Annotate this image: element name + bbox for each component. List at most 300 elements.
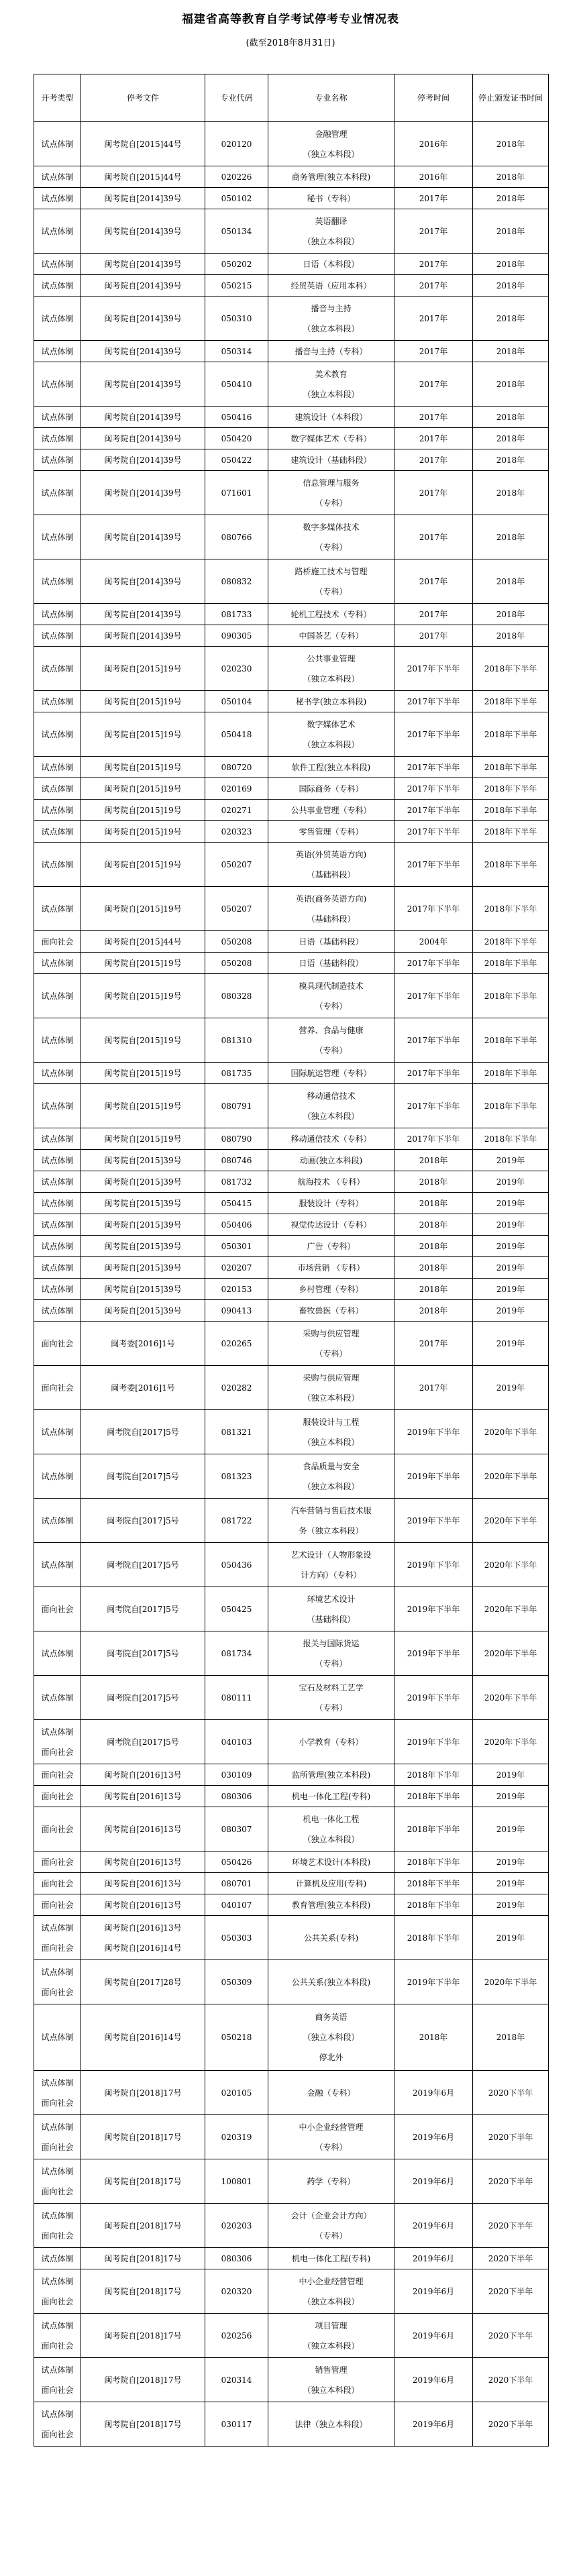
cell-major-name: [268, 843, 394, 887]
cell-stop-time: 2019年下半年: [394, 1587, 473, 1631]
cell-stop-document: 闽考院自[2018]17号: [81, 2402, 205, 2447]
cell-major-name: [268, 2314, 394, 2358]
cell-major-name: [268, 2204, 394, 2248]
cell-cert-stop-time: 2018年: [473, 604, 549, 625]
cell-stop-time: 2018年: [394, 1236, 473, 1257]
cell-line: 面向社会: [41, 2429, 74, 2439]
suspended-majors-table: [34, 74, 549, 2447]
cell-stop-document: 闽考院自[2015]39号: [81, 1214, 205, 1236]
cell-cert-stop-time: 2019年: [473, 1916, 549, 1960]
table-row: [34, 2358, 549, 2402]
cell-major-code: 050215: [205, 275, 268, 297]
cell-major-name: 环境艺术设计(本科段): [268, 1851, 394, 1873]
cell-major-code: 050207: [205, 843, 268, 887]
cell-major-name: 广告（专科）: [268, 1236, 394, 1257]
cell-major-name: 轮机工程技术（专科）: [268, 604, 394, 625]
cell-line: 试点体制: [41, 2122, 74, 2132]
table-row: [34, 647, 549, 691]
cell-stop-time: 2016年: [394, 166, 473, 188]
cell-cert-stop-time: 2019年: [473, 1236, 549, 1257]
table-row: [34, 2071, 549, 2115]
cell-line: 美术教育: [315, 369, 348, 379]
cell-major-code: 080720: [205, 757, 268, 778]
cell-major-name: 日语（本科段）: [268, 254, 394, 275]
cell-major-name: 教育管理(独立本科段): [268, 1894, 394, 1916]
cell-major-name: 建筑设计（基础科段）: [268, 449, 394, 471]
cell-stop-time: 2017年: [394, 275, 473, 297]
cell-major-name: 建筑设计（本科段）: [268, 407, 394, 428]
table-row: [34, 778, 549, 800]
cell-major-code: 050202: [205, 254, 268, 275]
table-row: [34, 1018, 549, 1063]
cell-stop-document: 闽考院自[2017]5号: [81, 1543, 205, 1587]
cell-exam-type: 试点体制: [34, 2248, 81, 2269]
cell-stop-document: 闽考院自[2016]13号: [81, 1807, 205, 1851]
cell-major-code: 050207: [205, 887, 268, 931]
cell-major-code: 050102: [205, 188, 268, 209]
cell-exam-type: [34, 2358, 81, 2402]
cell-exam-type: 试点体制: [34, 843, 81, 887]
cell-line: （独立本科段）: [303, 323, 360, 333]
cell-major-code: 081733: [205, 604, 268, 625]
cell-exam-type: 试点体制: [34, 1063, 81, 1084]
table-row: [34, 1894, 549, 1916]
cell-stop-document: 闽考院自[2015]44号: [81, 166, 205, 188]
cell-line: 面向社会: [41, 2231, 74, 2241]
cell-major-name: 公共关系(专科): [268, 1916, 394, 1960]
cell-exam-type: 试点体制: [34, 209, 81, 254]
cell-cert-stop-time: 2020年下半年: [473, 1543, 549, 1587]
table-row: [34, 1499, 549, 1543]
cell-stop-document: 闽考院自[2014]39号: [81, 604, 205, 625]
cell-major-code: 081722: [205, 1499, 268, 1543]
cell-stop-time: 2018年: [394, 1150, 473, 1171]
cell-major-code: 050314: [205, 341, 268, 362]
cell-stop-time: 2017年下半年: [394, 887, 473, 931]
cell-exam-type: 试点体制: [34, 1171, 81, 1193]
cell-stop-time: 2017年下半年: [394, 757, 473, 778]
cell-major-code: 050420: [205, 428, 268, 449]
cell-major-code: 071601: [205, 471, 268, 515]
cell-cert-stop-time: 2018年: [473, 275, 549, 297]
cell-exam-type: 试点体制: [34, 188, 81, 209]
cell-line: 面向社会: [41, 1987, 74, 1997]
cell-major-code: 030109: [205, 1764, 268, 1786]
cell-exam-type: 试点体制: [34, 297, 81, 341]
cell-cert-stop-time: 2018年: [473, 122, 549, 166]
cell-exam-type: 试点体制: [34, 1236, 81, 1257]
cell-stop-document: 闽考院自[2017]5号: [81, 1631, 205, 1676]
cell-line: 面向社会: [41, 1943, 74, 1953]
cell-major-code: 020265: [205, 1322, 268, 1366]
cell-stop-time: 2017年: [394, 254, 473, 275]
cell-major-name: [268, 1499, 394, 1543]
cell-line: 路桥施工技术与管理: [295, 566, 368, 576]
cell-stop-time: 2017年: [394, 559, 473, 604]
cell-stop-time: 2019年下半年: [394, 1720, 473, 1764]
cell-line: 试点体制: [41, 2166, 74, 2176]
cell-major-code: 081734: [205, 1631, 268, 1676]
table-row: [34, 1366, 549, 1410]
cell-stop-time: 2018年: [394, 1214, 473, 1236]
cell-major-code: 020226: [205, 166, 268, 188]
cell-line: 计方向）（专科）: [301, 1570, 362, 1580]
cell-line: 食品质量与安全: [303, 1461, 360, 1471]
cell-stop-time: 2019年6月: [394, 2071, 473, 2115]
cell-cert-stop-time: 2019年: [473, 1214, 549, 1236]
cell-cert-stop-time: 2018年: [473, 362, 549, 407]
table-row: [34, 1960, 549, 2004]
cell-cert-stop-time: 2020年下半年: [473, 1454, 549, 1499]
cell-major-code: 050415: [205, 1193, 268, 1214]
table-row: [34, 1236, 549, 1257]
cell-stop-document: 闽考院自[2015]39号: [81, 1300, 205, 1322]
col-header-major-code: 专业代码: [205, 74, 268, 122]
cell-major-code: 050104: [205, 691, 268, 712]
cell-stop-document: 闽考院自[2015]19号: [81, 778, 205, 800]
cell-line: （独立本科段）: [303, 149, 360, 159]
cell-major-name: [268, 209, 394, 254]
cell-exam-type: 试点体制: [34, 1499, 81, 1543]
table-row: [34, 2248, 549, 2269]
cell-major-code: 080328: [205, 974, 268, 1018]
cell-exam-type: 面向社会: [34, 1764, 81, 1786]
cell-line: 信息管理与服务: [303, 478, 360, 488]
cell-line: 报关与国际货运: [303, 1638, 360, 1648]
cell-line: 闽考院自[2016]13号: [104, 1923, 182, 1933]
table-row: [34, 515, 549, 559]
cell-stop-time: 2018年下半年: [394, 1786, 473, 1807]
cell-major-name: [268, 515, 394, 559]
cell-exam-type: 试点体制: [34, 1150, 81, 1171]
cell-exam-type: 试点体制: [34, 2004, 81, 2071]
cell-cert-stop-time: 2019年: [473, 1150, 549, 1171]
cell-stop-time: 2019年下半年: [394, 1499, 473, 1543]
cell-exam-type: 试点体制: [34, 1257, 81, 1279]
table-row: [34, 604, 549, 625]
cell-major-name: [268, 122, 394, 166]
cell-stop-time: 2017年: [394, 1322, 473, 1366]
cell-cert-stop-time: 2020下半年: [473, 2358, 549, 2402]
table-row: [34, 931, 549, 953]
table-row: [34, 407, 549, 428]
cell-stop-document: 闽考院自[2015]39号: [81, 1257, 205, 1279]
cell-cert-stop-time: 2020年下半年: [473, 1960, 549, 2004]
cell-stop-document: 闽考院自[2016]13号: [81, 1851, 205, 1873]
cell-major-name: [268, 2269, 394, 2314]
cell-cert-stop-time: 2018年: [473, 428, 549, 449]
cell-cert-stop-time: 2020下半年: [473, 2314, 549, 2358]
table-row: [34, 1300, 549, 1322]
cell-cert-stop-time: 2018年下半年: [473, 1084, 549, 1128]
cell-stop-time: 2017年下半年: [394, 974, 473, 1018]
cell-stop-time: 2017年下半年: [394, 843, 473, 887]
cell-stop-document: 闽考院自[2017]5号: [81, 1676, 205, 1720]
cell-stop-document: 闽考院自[2018]17号: [81, 2159, 205, 2204]
cell-line: （专科）: [315, 2231, 348, 2241]
cell-stop-document: 闽考院自[2014]39号: [81, 188, 205, 209]
cell-stop-time: 2017年下半年: [394, 821, 473, 843]
cell-line: 模具现代制造技术: [299, 981, 364, 991]
table-row: [34, 1150, 549, 1171]
cell-major-name: 移动通信技术（专科）: [268, 1128, 394, 1150]
cell-cert-stop-time: 2020年下半年: [473, 1720, 549, 1764]
cell-exam-type: 试点体制: [34, 122, 81, 166]
cell-major-code: 050406: [205, 1214, 268, 1236]
cell-cert-stop-time: 2019年: [473, 1366, 549, 1410]
cell-cert-stop-time: 2020年下半年: [473, 1631, 549, 1676]
cell-exam-type: 试点体制: [34, 757, 81, 778]
cell-exam-type: [34, 1720, 81, 1764]
cell-stop-document: 闽考院自[2018]17号: [81, 2115, 205, 2159]
cell-stop-time: 2017年下半年: [394, 647, 473, 691]
cell-cert-stop-time: 2018年: [473, 341, 549, 362]
cell-exam-type: 试点体制: [34, 559, 81, 604]
table-row: [34, 1214, 549, 1236]
cell-cert-stop-time: 2019年: [473, 1171, 549, 1193]
cell-exam-type: 试点体制: [34, 1084, 81, 1128]
cell-major-name: [268, 1366, 394, 1410]
cell-stop-document: 闽考院自[2014]39号: [81, 515, 205, 559]
cell-stop-document: 闽考院自[2014]39号: [81, 341, 205, 362]
cell-stop-time: 2019年6月: [394, 2204, 473, 2248]
cell-stop-document: 闽考院自[2015]39号: [81, 1279, 205, 1300]
cell-stop-time: 2019年6月: [394, 2314, 473, 2358]
cell-cert-stop-time: 2018年下半年: [473, 974, 549, 1018]
cell-major-code: 020323: [205, 821, 268, 843]
cell-major-name: 日语（基础科段）: [268, 931, 394, 953]
cell-stop-document: 闽考院自[2016]13号: [81, 1873, 205, 1894]
cell-exam-type: 试点体制: [34, 1279, 81, 1300]
cell-major-name: 金融（专科）: [268, 2071, 394, 2115]
cell-major-code: 020282: [205, 1366, 268, 1410]
cell-cert-stop-time: 2019年: [473, 1894, 549, 1916]
cell-line: 汽车营销与售后技术服: [290, 1505, 372, 1515]
cell-stop-document: 闽考院自[2017]5号: [81, 1720, 205, 1764]
cell-major-code: 090413: [205, 1300, 268, 1322]
cell-line: 公共事业管理: [307, 653, 356, 663]
cell-line: 面向社会: [41, 2186, 74, 2196]
cell-exam-type: 试点体制: [34, 691, 81, 712]
cell-line: 面向社会: [41, 2296, 74, 2306]
cell-cert-stop-time: 2019年: [473, 1300, 549, 1322]
cell-major-code: 081323: [205, 1454, 268, 1499]
cell-line: 停北外: [319, 2053, 344, 2062]
cell-major-name: [268, 559, 394, 604]
cell-cert-stop-time: 2018年下半年: [473, 843, 549, 887]
cell-line: 面向社会: [41, 2098, 74, 2108]
cell-stop-document: 闽考院自[2017]28号: [81, 1960, 205, 2004]
table-row: [34, 2402, 549, 2447]
cell-major-code: 080306: [205, 2248, 268, 2269]
table-row: [34, 1786, 549, 1807]
cell-exam-type: 面向社会: [34, 1366, 81, 1410]
cell-stop-document: 闽考院自[2016]14号: [81, 2004, 205, 2071]
cell-stop-document: 闽考院自[2015]19号: [81, 1084, 205, 1128]
cell-line: （基础科段）: [307, 869, 356, 879]
cell-stop-document: 闽考院自[2015]19号: [81, 887, 205, 931]
cell-stop-document: 闽考院自[2014]39号: [81, 471, 205, 515]
cell-major-name: [268, 1410, 394, 1454]
cell-stop-time: 2019年6月: [394, 2159, 473, 2204]
table-row: [34, 362, 549, 407]
table-row: [34, 1676, 549, 1720]
cell-line: 艺术设计（人物形象设: [290, 1550, 372, 1560]
cell-line: 销售管理: [315, 2365, 348, 2375]
cell-line: 英语翻译: [315, 216, 348, 226]
cell-exam-type: 试点体制: [34, 449, 81, 471]
cell-cert-stop-time: 2018年下半年: [473, 647, 549, 691]
cell-line: （专科）: [315, 542, 348, 552]
cell-stop-time: 2019年6月: [394, 2269, 473, 2314]
cell-exam-type: 试点体制: [34, 1454, 81, 1499]
cell-stop-document: 闽考院自[2015]39号: [81, 1236, 205, 1257]
cell-exam-type: [34, 2402, 81, 2447]
table-row: [34, 209, 549, 254]
cell-major-name: [268, 1454, 394, 1499]
cell-cert-stop-time: 2018年下半年: [473, 712, 549, 757]
cell-major-code: 080701: [205, 1873, 268, 1894]
cell-stop-document: 闽考院自[2016]13号: [81, 1786, 205, 1807]
cell-major-name: 动画(独立本科段): [268, 1150, 394, 1171]
cell-major-code: 080766: [205, 515, 268, 559]
cell-stop-document: 闽考院自[2014]39号: [81, 407, 205, 428]
cell-major-name: 市场营销 （专科）: [268, 1257, 394, 1279]
cell-stop-time: 2017年: [394, 604, 473, 625]
cell-line: （基础科段）: [307, 1614, 356, 1624]
cell-cert-stop-time: 2018年: [473, 166, 549, 188]
cell-stop-time: 2019年下半年: [394, 1676, 473, 1720]
cell-stop-time: 2017年下半年: [394, 1084, 473, 1128]
cell-stop-document: 闽考院自[2017]5号: [81, 1499, 205, 1543]
cell-line: 试点体制: [41, 2078, 74, 2088]
cell-exam-type: [34, 2204, 81, 2248]
cell-major-code: 040103: [205, 1720, 268, 1764]
table-row: [34, 1454, 549, 1499]
cell-stop-document: 闽考院自[2015]19号: [81, 843, 205, 887]
table-row: [34, 2204, 549, 2248]
cell-cert-stop-time: 2019年: [473, 1786, 549, 1807]
cell-major-code: 020169: [205, 778, 268, 800]
col-header-cert-stop-time: 停止颁发证书时间: [473, 74, 549, 122]
cell-line: 务（独立本科段）: [299, 1525, 364, 1536]
cell-major-name: 小学教育（专科）: [268, 1720, 394, 1764]
cell-major-name: 机电一体化工程(专科): [268, 2248, 394, 2269]
cell-line: （独立本科段）: [303, 236, 360, 246]
cell-major-code: 030117: [205, 2402, 268, 2447]
cell-stop-time: 2017年: [394, 1366, 473, 1410]
cell-cert-stop-time: 2018年: [473, 471, 549, 515]
cell-stop-time: 2017年: [394, 188, 473, 209]
table-row: [34, 1322, 549, 1366]
cell-cert-stop-time: 2020下半年: [473, 2248, 549, 2269]
cell-line: 商务英语: [315, 2012, 348, 2022]
cell-cert-stop-time: 2019年: [473, 1193, 549, 1214]
cell-stop-document: 闽考院自[2014]39号: [81, 209, 205, 254]
cell-major-name: [268, 647, 394, 691]
cell-exam-type: 试点体制: [34, 778, 81, 800]
table-row: [34, 625, 549, 647]
cell-major-name: 法律（独立本科段）: [268, 2402, 394, 2447]
cell-major-code: 020256: [205, 2314, 268, 2358]
cell-line: （独立本科段）: [303, 2033, 360, 2042]
cell-major-name: 商务管理(独立本科段): [268, 166, 394, 188]
cell-stop-document: 闽考院自[2016]13号: [81, 1764, 205, 1786]
cell-line: 播音与主持: [311, 303, 352, 313]
cell-exam-type: [34, 1960, 81, 2004]
cell-stop-document: 闽考院自[2014]39号: [81, 362, 205, 407]
table-row: [34, 471, 549, 515]
cell-stop-document: 闽考院自[2014]39号: [81, 625, 205, 647]
cell-stop-time: 2019年6月: [394, 2402, 473, 2447]
cell-stop-document: 闽考院自[2014]39号: [81, 559, 205, 604]
cell-line: 机电一体化工程: [303, 1814, 360, 1824]
col-header-major-name: 专业名称: [268, 74, 394, 122]
cell-major-name: [268, 1807, 394, 1851]
cell-line: 营养、食品与健康: [299, 1025, 364, 1035]
cell-major-name: [268, 1676, 394, 1720]
cell-major-name: 中国茶艺（专科）: [268, 625, 394, 647]
cell-major-name: [268, 2358, 394, 2402]
cell-exam-type: 试点体制: [34, 1018, 81, 1063]
cell-major-code: 080307: [205, 1807, 268, 1851]
cell-major-name: 日语（基础科段）: [268, 953, 394, 974]
cell-major-name: 视觉传达设计（专科）: [268, 1214, 394, 1236]
cell-stop-document: 闽考院自[2018]17号: [81, 2071, 205, 2115]
cell-major-code: 080746: [205, 1150, 268, 1171]
cell-cert-stop-time: 2018年: [473, 449, 549, 471]
cell-major-name: 国际航运管理（专科）: [268, 1063, 394, 1084]
cell-exam-type: 试点体制: [34, 604, 81, 625]
cell-major-name: 服装设计（专科）: [268, 1193, 394, 1214]
cell-major-code: 050425: [205, 1587, 268, 1631]
cell-cert-stop-time: 2018年: [473, 188, 549, 209]
cell-stop-time: 2017年: [394, 362, 473, 407]
cell-stop-time: 2017年: [394, 625, 473, 647]
cell-line: 试点体制: [41, 2276, 74, 2286]
cell-stop-time: 2019年6月: [394, 2115, 473, 2159]
cell-exam-type: 试点体制: [34, 471, 81, 515]
cell-major-code: 081735: [205, 1063, 268, 1084]
page-subtitle: (截至2018年8月31日): [246, 38, 335, 48]
table-row: [34, 1063, 549, 1084]
cell-line: 面向社会: [41, 2142, 74, 2152]
table-row: [34, 1807, 549, 1851]
table-row: [34, 1720, 549, 1764]
cell-cert-stop-time: 2018年下半年: [473, 778, 549, 800]
cell-major-code: 081732: [205, 1171, 268, 1193]
table-row: [34, 449, 549, 471]
cell-cert-stop-time: 2018年: [473, 297, 549, 341]
table-row: [34, 341, 549, 362]
cell-stop-time: 2018年下半年: [394, 1807, 473, 1851]
table-row: [34, 1543, 549, 1587]
cell-exam-type: [34, 2314, 81, 2358]
cell-major-name: [268, 887, 394, 931]
cell-line: 英语(商务英语方向): [295, 894, 367, 904]
cell-line: 试点体制: [41, 2409, 74, 2419]
cell-cert-stop-time: 2018年: [473, 407, 549, 428]
cell-major-code: 090305: [205, 625, 268, 647]
cell-line: 试点体制: [41, 1923, 74, 1933]
table-row: [34, 1587, 549, 1631]
table-row: [34, 1764, 549, 1786]
cell-exam-type: 试点体制: [34, 712, 81, 757]
cell-cert-stop-time: 2020下半年: [473, 2204, 549, 2248]
cell-major-name: [268, 1322, 394, 1366]
table-row: [34, 1873, 549, 1894]
cell-stop-document: 闽考院自[2015]39号: [81, 1193, 205, 1214]
